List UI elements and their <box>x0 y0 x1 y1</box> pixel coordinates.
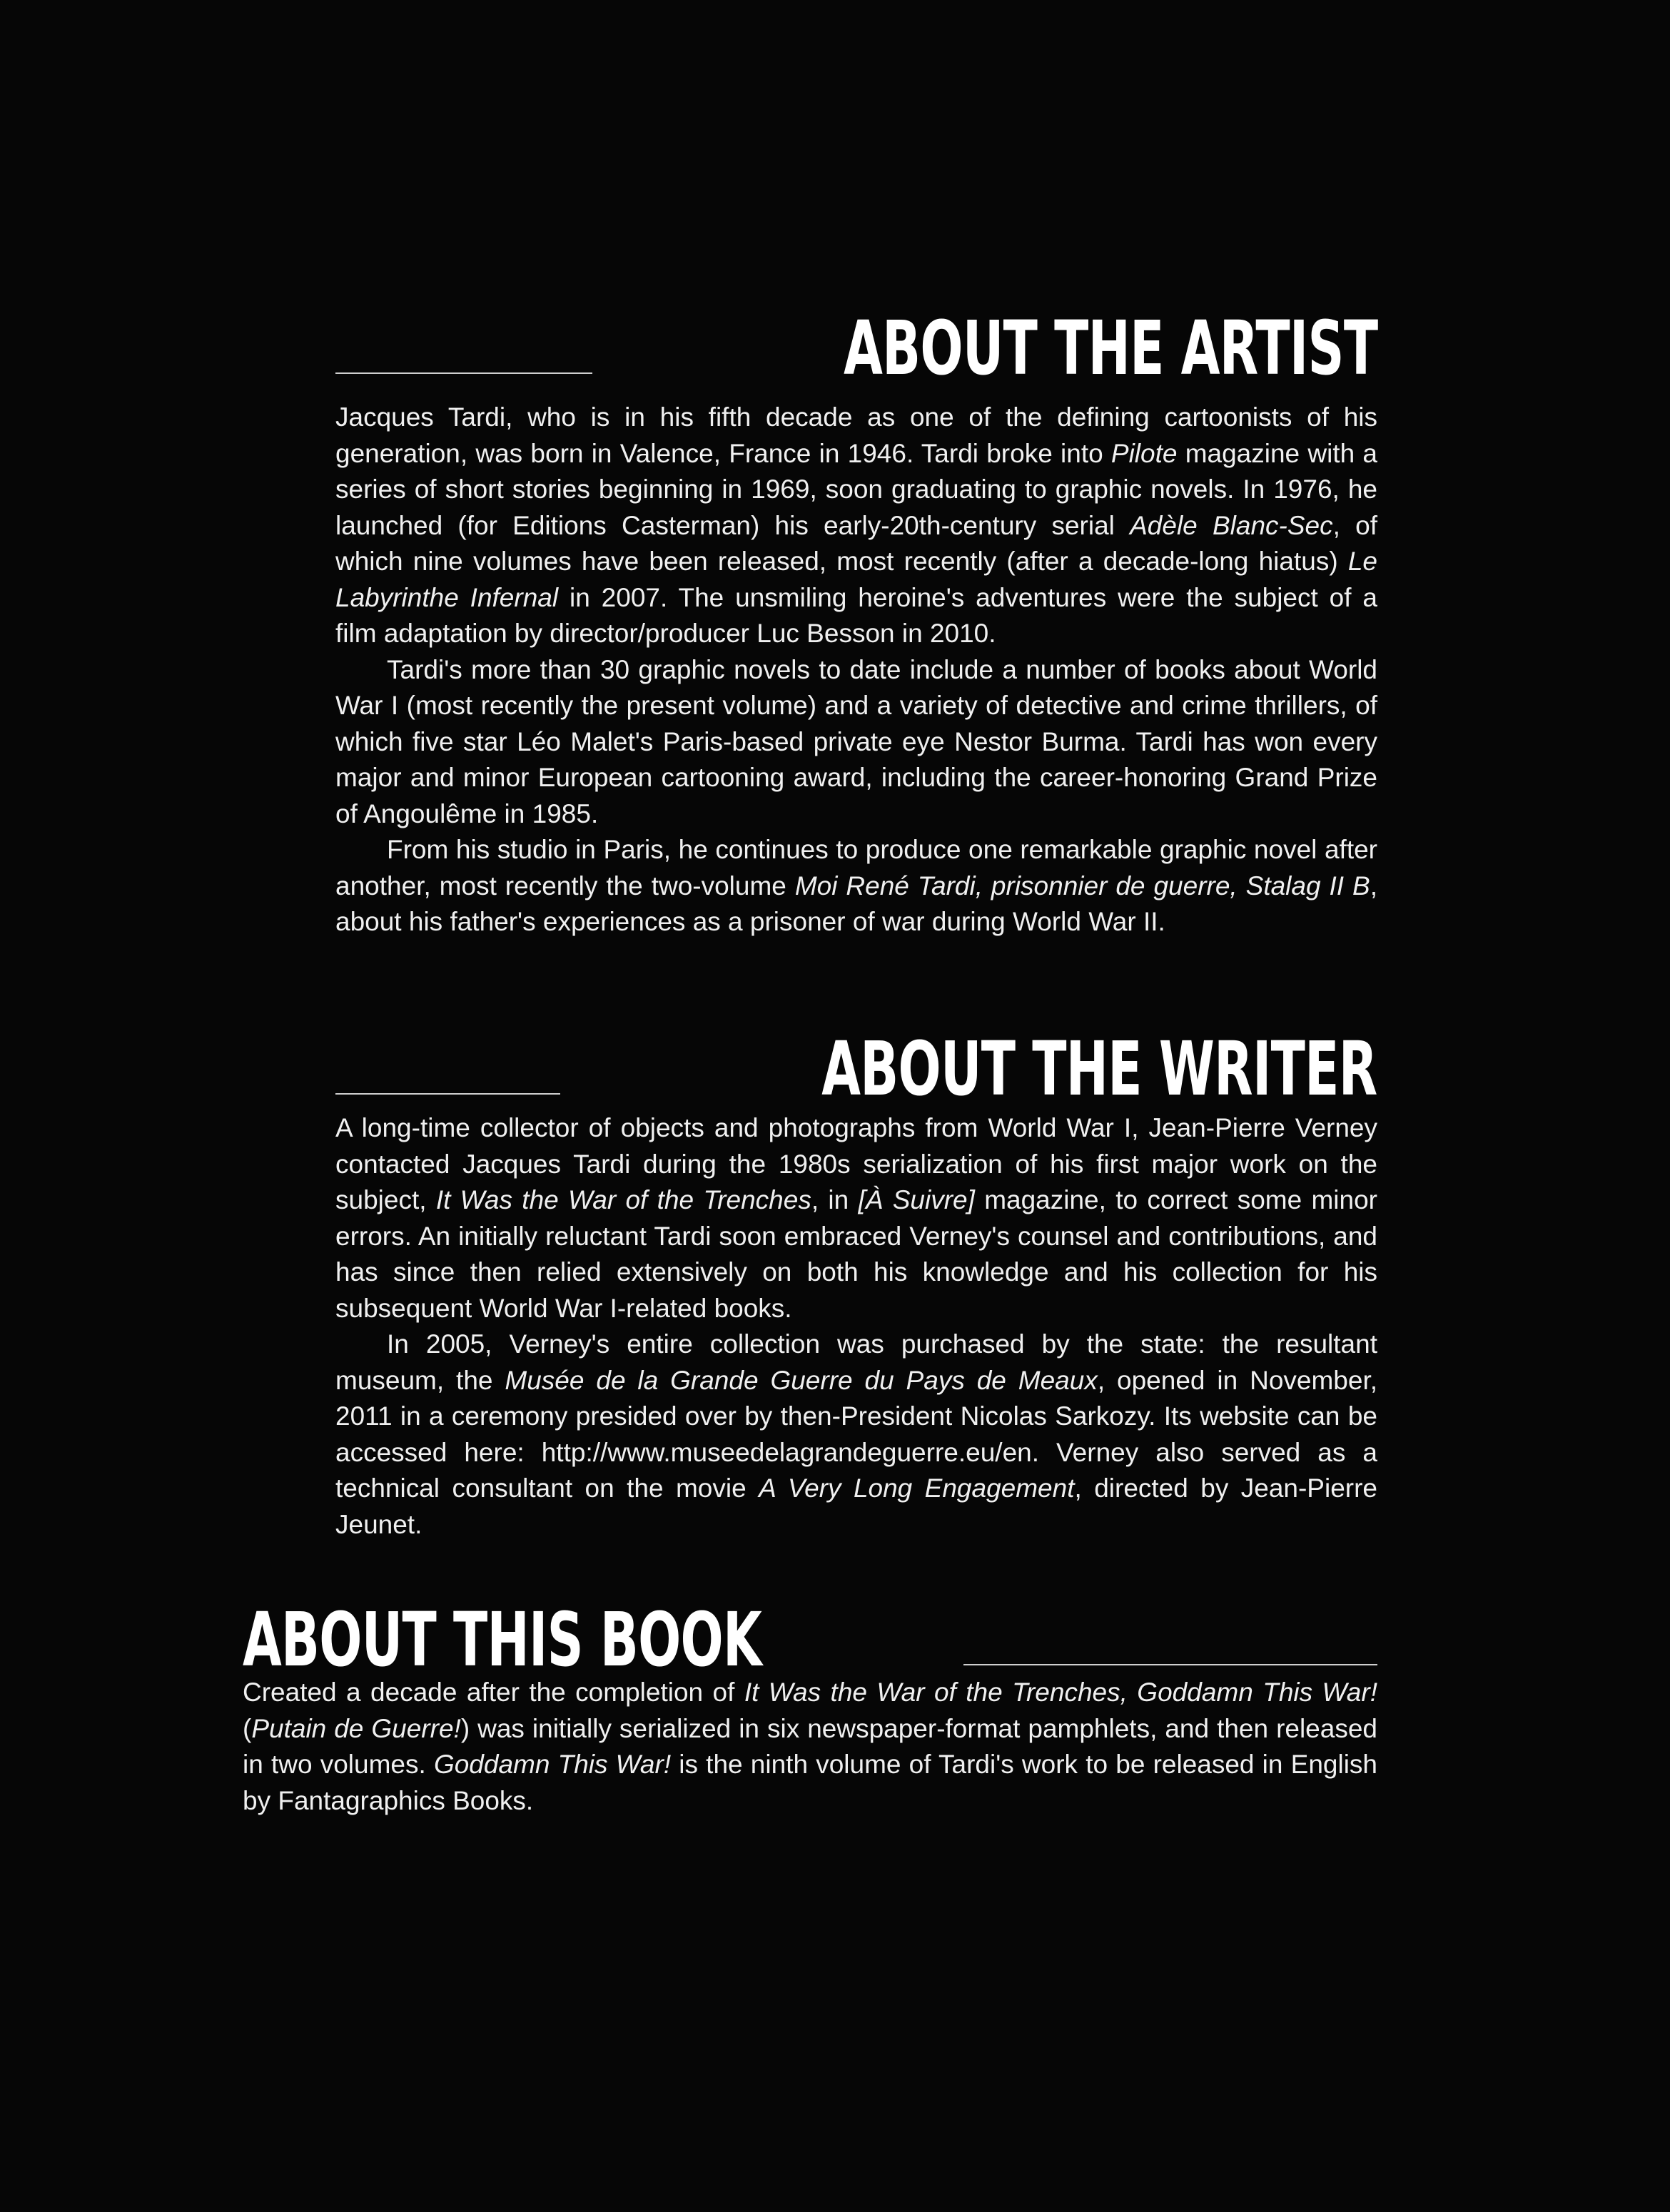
book-heading-rule <box>963 1664 1377 1665</box>
writer-body <box>335 1110 1377 1543</box>
artist-heading-rule <box>335 372 592 374</box>
artist-heading: ABOUT THE ARTIST <box>843 305 1377 392</box>
book-heading-row <box>243 1596 1377 1683</box>
writer-paragraph-2: In 2005, Verney's entire collection was purchased by the state: the resultant museum, the Musée de la Grande Guerre du Pays de Meaux, opened in November, 2011 in a ceremony presided over by then-President Nicolas Sarkozy. Its website can be accessed here: http://www.museedelagrandeguerre.eu/en. Verney also served as a technical consultant on the movie A Very Long Engagement, directed by Jean-Pierre Jeunet. <box>335 1329 1378 1539</box>
artist-heading-row <box>335 305 1377 392</box>
book-heading: ABOUT THIS BOOK <box>243 1596 762 1683</box>
book-body <box>243 1675 1377 1819</box>
book-paragraph-1: Created a decade after the completion of It Was the War of the Trenches, Goddamn This War! (Putain de Guerre!) was initially serialized in six newspaper-format pamphlets, and then released in two volumes. Goddamn This War! is the ninth volume of Tardi's work to be released in English by Fantagraphics Books. <box>243 1678 1377 1815</box>
artist-paragraph-2: Tardi's more than 30 graphic novels to date include a number of books about World War I (most recently the present volume) and a variety of detective and crime thrillers, of which five star Léo Malet's Paris-based private eye Nestor Burma. Tardi has won every major and minor European cartooning award, including the career-honoring Grand Prize of Angoulême in 1985. <box>335 654 1377 828</box>
artist-body <box>335 400 1377 940</box>
writer-heading: ABOUT THE WRITER <box>821 1025 1377 1112</box>
artist-paragraph-3: From his studio in Paris, he continues to produce one remarkable graphic novel after another, most recently the two-volume Moi René Tardi, prisonnier de guerre, Stalag II B, about his father's experiences as a prisoner of war during World War II. <box>335 835 1377 936</box>
writer-heading-rule <box>335 1093 560 1095</box>
writer-heading-row <box>335 1025 1377 1112</box>
artist-paragraph-1: Jacques Tardi, who is in his fifth decade as one of the defining cartoonists of his generation, was born in Valence, France in 1946. Tardi broke into Pilote magazine with a series of short stories beginning in 1969, soon graduating to graphic novels. In 1976, he launched (for Editions Casterman) his early-20th-century serial Adèle Blanc-Sec, of which nine volumes have been released, most recently (after a decade-long hiatus) Le Labyrinthe Infernal in 2007. The unsmiling heroine's adventures were the subject of a film adaptation by director/producer Luc Besson in 2010. <box>335 402 1377 648</box>
writer-paragraph-1: A long-time collector of objects and photographs from World War I, Jean-Pierre Verney contacted Jacques Tardi during the 1980s serialization of his first major work on the subject, It Was the War of the Trenches, in [À Suivre] magazine, to correct some minor errors. An initially reluctant Tardi soon embraced Verney's counsel and contributions, and has since then relied extensively on both his knowledge and his collection for his subsequent World War I-related books. <box>335 1113 1378 1323</box>
